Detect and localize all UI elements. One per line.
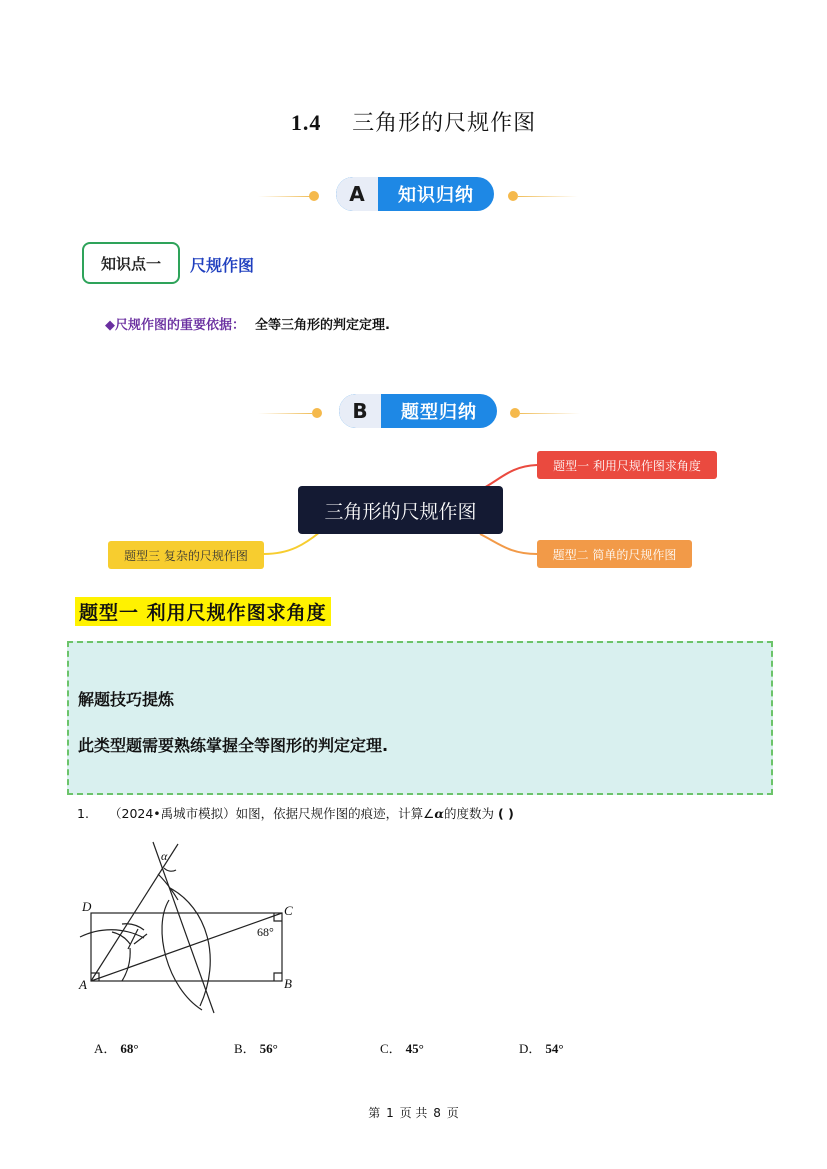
mind-map-type2: 题型二 简单的尺规作图 bbox=[537, 540, 692, 568]
label-b: B bbox=[284, 976, 292, 991]
footer-page: 1 bbox=[386, 1106, 394, 1120]
option-b[interactable] bbox=[234, 1038, 278, 1057]
diagonal-ac bbox=[91, 913, 282, 981]
arc-at-a bbox=[122, 948, 130, 981]
question-text-after: 的度数为 bbox=[444, 806, 495, 821]
arc-big-left bbox=[162, 900, 202, 1010]
label-d: D bbox=[82, 899, 92, 914]
mind-map-center: 三角形的尺规作图 bbox=[298, 486, 503, 534]
connector-type2 bbox=[480, 534, 537, 554]
section-b-label: 题型归纳 bbox=[401, 402, 477, 423]
alpha-angle-arc bbox=[164, 868, 176, 871]
basis-text: 全等三角形的判定定理. bbox=[255, 318, 390, 333]
label-a: A bbox=[79, 977, 87, 992]
mind-map-type1: 题型一 利用尺规作图求角度 bbox=[537, 451, 717, 479]
question-number: 1. bbox=[77, 806, 89, 821]
banner-dot-left-b bbox=[312, 408, 322, 418]
label-c: C bbox=[284, 903, 293, 918]
basis-label: ◆尺规作图的重要依据： bbox=[105, 318, 245, 333]
option-c[interactable] bbox=[380, 1038, 424, 1057]
banner-line-right-b bbox=[520, 413, 580, 414]
option-c-letter: C． bbox=[380, 1041, 402, 1056]
answer-paren: ( ) bbox=[498, 806, 514, 821]
angle-label-68: 68° bbox=[257, 925, 274, 939]
right-angle-b bbox=[274, 973, 282, 981]
banner-line-left-b bbox=[258, 413, 312, 414]
banner-line-left bbox=[258, 196, 310, 197]
knowledge-basis bbox=[105, 314, 390, 333]
type-heading: 题型一 利用尺规作图求角度 bbox=[75, 597, 331, 626]
question-1 bbox=[77, 804, 514, 822]
section-a-letter: A bbox=[336, 177, 378, 211]
section-number: 1.4 bbox=[290, 110, 322, 135]
page-title bbox=[0, 106, 827, 137]
title-text: 三角形的尺规作图 bbox=[352, 111, 537, 136]
tips-box bbox=[67, 641, 773, 795]
footer-prefix: 第 bbox=[368, 1106, 381, 1120]
footer-mid: 页 共 bbox=[399, 1106, 428, 1120]
banner-dot-right-b bbox=[510, 408, 520, 418]
arc-mark-2 bbox=[134, 934, 147, 944]
footer-suffix: 页 bbox=[446, 1106, 459, 1120]
section-a-banner bbox=[336, 177, 494, 211]
arc-top bbox=[158, 874, 178, 900]
banner-dot-left bbox=[309, 191, 319, 201]
knowledge-point-tag: 知识点一 bbox=[82, 242, 180, 284]
geometry-figure bbox=[72, 838, 312, 1023]
connector-type3 bbox=[264, 532, 320, 554]
option-d-value: 54° bbox=[545, 1041, 564, 1056]
option-c-value: 45° bbox=[405, 1041, 424, 1056]
knowledge-point-title: 尺规作图 bbox=[190, 256, 255, 275]
section-b-letter: B bbox=[339, 394, 381, 428]
banner-line-right bbox=[518, 196, 578, 197]
option-a[interactable] bbox=[94, 1038, 139, 1057]
tips-text: 此类型题需要熟练掌握全等图形的判定定理. bbox=[78, 736, 389, 755]
option-d[interactable] bbox=[519, 1038, 564, 1057]
section-b-banner bbox=[339, 394, 497, 428]
page-footer bbox=[0, 1104, 827, 1121]
option-a-value: 68° bbox=[120, 1041, 139, 1056]
question-alpha: α bbox=[434, 806, 445, 821]
tips-title: 解题技巧提炼 bbox=[78, 690, 175, 709]
mind-map-type3: 题型三 复杂的尺规作图 bbox=[108, 541, 264, 569]
option-b-value: 56° bbox=[259, 1041, 278, 1056]
option-b-letter: B． bbox=[234, 1041, 256, 1056]
label-alpha: α bbox=[161, 849, 168, 863]
option-d-letter: D． bbox=[519, 1041, 542, 1056]
banner-dot-right bbox=[508, 191, 518, 201]
footer-total: 8 bbox=[433, 1106, 441, 1120]
option-a-letter: A． bbox=[94, 1041, 117, 1056]
section-a-label: 知识归纳 bbox=[398, 185, 474, 206]
question-text: （2024•禹城市模拟）如图，依据尺规作图的痕迹，计算∠ bbox=[109, 806, 435, 821]
